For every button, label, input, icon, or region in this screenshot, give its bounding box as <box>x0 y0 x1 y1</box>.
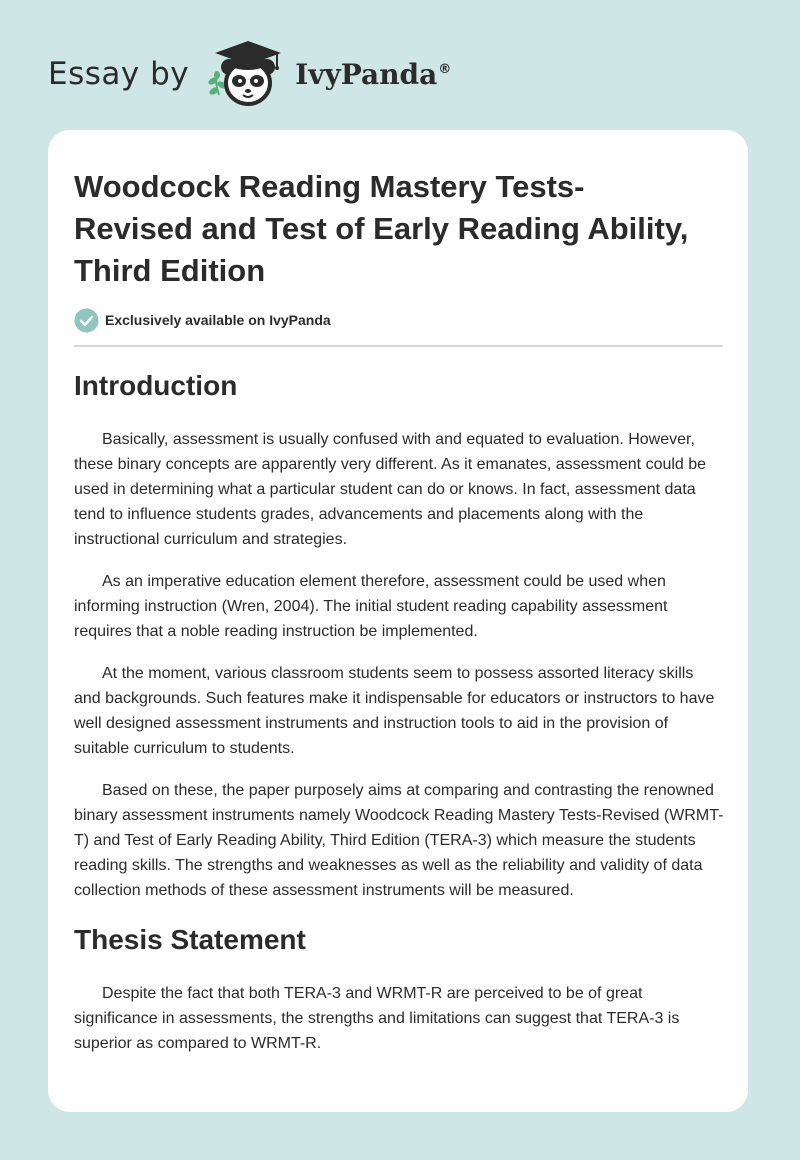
paragraph: At the moment, various classroom students seem to possess assorted literacy skills and backgrounds. Such features make it indispensable for educators or instructors to have well designed assessment instruments and instruction tools to aid in the provision of suitable curriculum to students. <box>74 665 715 757</box>
brand-name[interactable] <box>295 58 451 91</box>
title-divider <box>74 345 723 347</box>
exclusive-badge-label: Exclusively available on IvyPanda <box>105 312 331 328</box>
brand-prefix: Essay by <box>48 56 190 92</box>
checkmark-badge-icon <box>74 308 99 333</box>
essay-card <box>48 130 748 1112</box>
essay-title: Woodcock Reading Mastery Tests-Revised and Test of Early Reading Ability, Third Edition <box>74 169 689 288</box>
paragraph: As an imperative education element therefore, assessment could be used when informing instruction (Wren, 2004). The initial student reading capability assessment requires that a noble reading instruction be implemented. <box>74 573 668 640</box>
registered-mark: ® <box>438 62 452 78</box>
brand-header <box>48 34 451 114</box>
panda-logo-icon[interactable] <box>205 37 291 111</box>
exclusive-badge <box>74 306 722 334</box>
paragraph: Basically, assessment is usually confused with and equated to evaluation. However, these binary concepts are apparently very different. As it emanates, assessment could be used in determining what a particular student can do or knows. In fact, assessment data tend to influence students grades, advancements and placements along with the instructional curriculum and strategies. <box>74 431 707 548</box>
section-heading-thesis-statement: Thesis Statement <box>74 924 306 955</box>
section-heading-introduction: Introduction <box>74 370 238 401</box>
paragraph: Despite the fact that both TERA-3 and WRMT-R are perceived to be of great significance in assessments, the strengths and limitations can suggest that TERA-3 is superior as compared to WRMT-R. <box>74 985 680 1052</box>
brand-name-text: IvyPanda <box>295 57 438 91</box>
paragraph: Based on these, the paper purposely aims at comparing and contrasting the renowned binary assessment instruments namely Woodcock Reading Mastery Tests-Revised (WRMT-T) and Test of Early Reading Ability, Third Edition (TERA-3) which measure the students reading skills. The strengths and weaknesses as well as the reliability and validity of data collection methods of these assessment instruments will be measured. <box>74 782 724 899</box>
